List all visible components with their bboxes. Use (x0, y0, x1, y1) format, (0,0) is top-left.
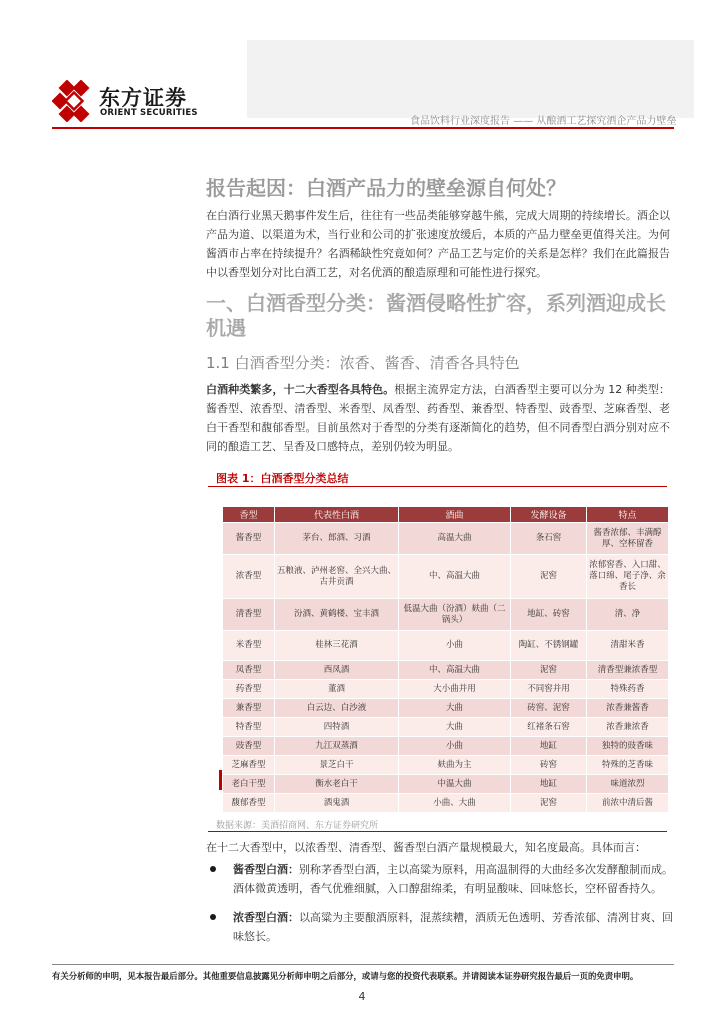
bullet-label: 浓香型白酒： (233, 911, 299, 924)
subsection-1-1-heading: 1.1 白酒香型分类：浓香、酱香、清香各具特色 (206, 354, 520, 372)
table-cell: 小曲、大曲 (399, 794, 511, 813)
figure-source: 数据来源：美酒招商网、东方证券研究所 (216, 821, 379, 831)
table-cell: 砖窖 (511, 756, 587, 775)
table-cell: 兼香型 (223, 699, 275, 718)
table-cell: 味道浓烈 (587, 775, 669, 794)
table-cell: 酱香型 (223, 523, 275, 555)
table-cell: 砖窖、泥窖 (511, 699, 587, 718)
footer-divider (52, 964, 674, 965)
bullet-body: 别称茅香型白酒，主以高粱为原料，用高温制得的大曲经多次发酵酿制而成。酒体微黄透明，香气优雅细腻，入口醇甜绵柔，有明显酸味、回味悠长，空杯留香持久。 (233, 863, 673, 895)
header-divider (52, 127, 674, 129)
table-cell: 中、高温大曲 (399, 661, 511, 680)
table-cell: 小曲 (399, 631, 511, 661)
table-cell: 衡水老白干 (275, 775, 399, 794)
figure-bottom-rule (208, 831, 667, 832)
scent-classification-table (222, 506, 669, 813)
table-row (223, 599, 669, 631)
table-cell: 陶缸、不锈钢罐 (511, 631, 587, 661)
bullet-body: 以高粱为主要酿酒原料，混蒸续糟，酒质无色透明、芳香浓郁、清冽甘爽、回味悠长。 (233, 911, 673, 943)
logo-english-name: ORIENT SECURITIES (100, 108, 198, 118)
table-cell: 红褚条石窖 (511, 718, 587, 737)
company-logo (52, 80, 212, 120)
bullet-icon (210, 866, 216, 872)
report-series-title: 食品饮料行业深度报告 —— 从酿酒工艺探究酒企产品力壁垒 (410, 116, 677, 127)
figure-accent-mark (219, 770, 222, 790)
table-cell: 地缸 (511, 775, 587, 794)
table-cell: 桂林三花酒 (275, 631, 399, 661)
table-cell: 低温大曲（汾酒）麸曲（二锅头） (399, 599, 511, 631)
table-row (223, 680, 669, 699)
table-row (223, 775, 669, 794)
logo-chinese-name: 东方证劵 (99, 86, 187, 110)
table-cell: 地缸 (511, 737, 587, 756)
table-row (223, 523, 669, 555)
table-cell: 高温大曲 (399, 523, 511, 555)
table-cell: 浓香型 (223, 555, 275, 599)
table-cell: 豉香型 (223, 737, 275, 756)
table-cell: 酱香浓郁、丰满醇厚、空杯留香 (587, 523, 669, 555)
table-row (223, 699, 669, 718)
table-cell: 茅台、郎酒、习酒 (275, 523, 399, 555)
table-cell: 九江双蒸酒 (275, 737, 399, 756)
figure-top-rule (208, 486, 667, 487)
table-cell: 泥窖 (511, 794, 587, 813)
bullet-item-nong (233, 908, 673, 946)
figure-title: 图表 1：白酒香型分类总结 (216, 472, 349, 485)
table-cell: 浓郁窖香、入口甜、落口绵、尾子净、余香长 (587, 555, 669, 599)
table-cell: 中、高温大曲 (399, 555, 511, 599)
scent-types-paragraph (206, 380, 670, 456)
table-row (223, 661, 669, 680)
table-row (223, 631, 669, 661)
table-cell: 西凤酒 (275, 661, 399, 680)
bullet-label: 酱香型白酒： (233, 863, 299, 876)
table-cell: 不同窖并用 (511, 680, 587, 699)
table-cell: 五粮液、泸州老窖、全兴大曲、古井贡酒 (275, 555, 399, 599)
table-row (223, 555, 669, 599)
table-cell: 老白干型 (223, 775, 275, 794)
report-heading: 报告起因：白酒产品力的壁垒源自何处？ (206, 176, 566, 200)
table-cell: 董酒 (275, 680, 399, 699)
table-cell: 泥窖 (511, 661, 587, 680)
table-row (223, 756, 669, 775)
table-cell: 大小曲并用 (399, 680, 511, 699)
top-three-paragraph: 在十二大香型中，以浓香型、清香型、酱香型白酒产量规模最大，知名度最高。具体而言： (206, 841, 646, 854)
intro-paragraph: 在白酒行业黑天鹅事件发生后，往往有一些品类能够穿越牛熊，完成大周期的持续增长。酒企以产品为道、以渠道为术，当行业和公司的扩张速度放缓后，本质的产品力壁垒更值得关注。为何酱酒市占率在持续提升？名酒稀缺性究竟如何？产品工艺与定价的关系是怎样？我们在此篇报告中以香型划分对比白酒工艺，对名优酒的酿造原理和可能性进行探究。 (206, 209, 670, 279)
section-1-heading: 一、白酒香型分类：酱酒侵略性扩容，系列酒迎成长机遇 (206, 291, 666, 340)
table-cell: 清香型 (223, 599, 275, 631)
table-cell: 凤香型 (223, 661, 275, 680)
table-cell: 馥郁香型 (223, 794, 275, 813)
bullet-icon (210, 914, 216, 920)
table-cell: 景芝白干 (275, 756, 399, 775)
table-cell: 大曲 (399, 699, 511, 718)
col-header-features: 特点 (587, 507, 669, 523)
table-cell: 米香型 (223, 631, 275, 661)
orient-logo-icon (52, 80, 94, 122)
bullet-item-jiang (233, 860, 673, 898)
table-cell: 独特的豉香味 (587, 737, 669, 756)
table-cell: 特殊药香 (587, 680, 669, 699)
table-cell: 清香型兼浓香型 (587, 661, 669, 680)
table-header-row (223, 507, 669, 523)
table-cell: 中温大曲 (399, 775, 511, 794)
col-header-equipment: 发酵设备 (511, 507, 587, 523)
table-row (223, 718, 669, 737)
table-cell: 芝麻香型 (223, 756, 275, 775)
table-row (223, 794, 669, 813)
table-row (223, 737, 669, 756)
page-number: 4 (358, 990, 366, 1003)
table-cell: 药香型 (223, 680, 275, 699)
table-cell: 前浓中清后酱 (587, 794, 669, 813)
header-banner-block (247, 40, 694, 118)
footer-disclaimer: 有关分析师的申明，见本报告最后部分。其他重要信息披露见分析师申明之后部分，或请与您的投资代表联系。并请阅读本证券研究报告最后一页的免责申明。 (52, 971, 639, 981)
table-cell: 地缸、砖窖 (511, 599, 587, 631)
table-cell: 汾酒、黄鹤楼、宝丰酒 (275, 599, 399, 631)
table-cell: 清甜米香 (587, 631, 669, 661)
table-cell: 浓香兼浓香 (587, 718, 669, 737)
table-cell: 特香型 (223, 718, 275, 737)
table-cell: 酒鬼酒 (275, 794, 399, 813)
scent-types-lead: 白酒种类繁多，十二大香型各具特色。 (206, 383, 395, 396)
col-header-representative: 代表性白酒 (275, 507, 399, 523)
table-cell: 四特酒 (275, 718, 399, 737)
table-cell: 条石窖 (511, 523, 587, 555)
table-cell: 麸曲为主 (399, 756, 511, 775)
scent-types-body: 根据主流界定方法，白酒香型主要可以分为 12 种类型：酱香型、浓香型、清香型、米香型、凤香型、药香型、兼香型、特香型、豉香型、芝麻香型、老白干香型和馥郁香型。目前虽然对于香型的分类有逐渐简化的趋势，但不同香型白酒分别对应不同的酿造工艺、呈香及口感特点，差别仍较为明显。 (206, 383, 670, 453)
table-cell: 特殊的芝香味 (587, 756, 669, 775)
col-header-scent: 香型 (223, 507, 275, 523)
table-cell: 大曲 (399, 718, 511, 737)
table-cell: 浓香兼酱香 (587, 699, 669, 718)
table-cell: 白云边、白沙液 (275, 699, 399, 718)
table-cell: 小曲 (399, 737, 511, 756)
table-cell: 泥窖 (511, 555, 587, 599)
col-header-qu: 酒曲 (399, 507, 511, 523)
table-cell: 清、净 (587, 599, 669, 631)
